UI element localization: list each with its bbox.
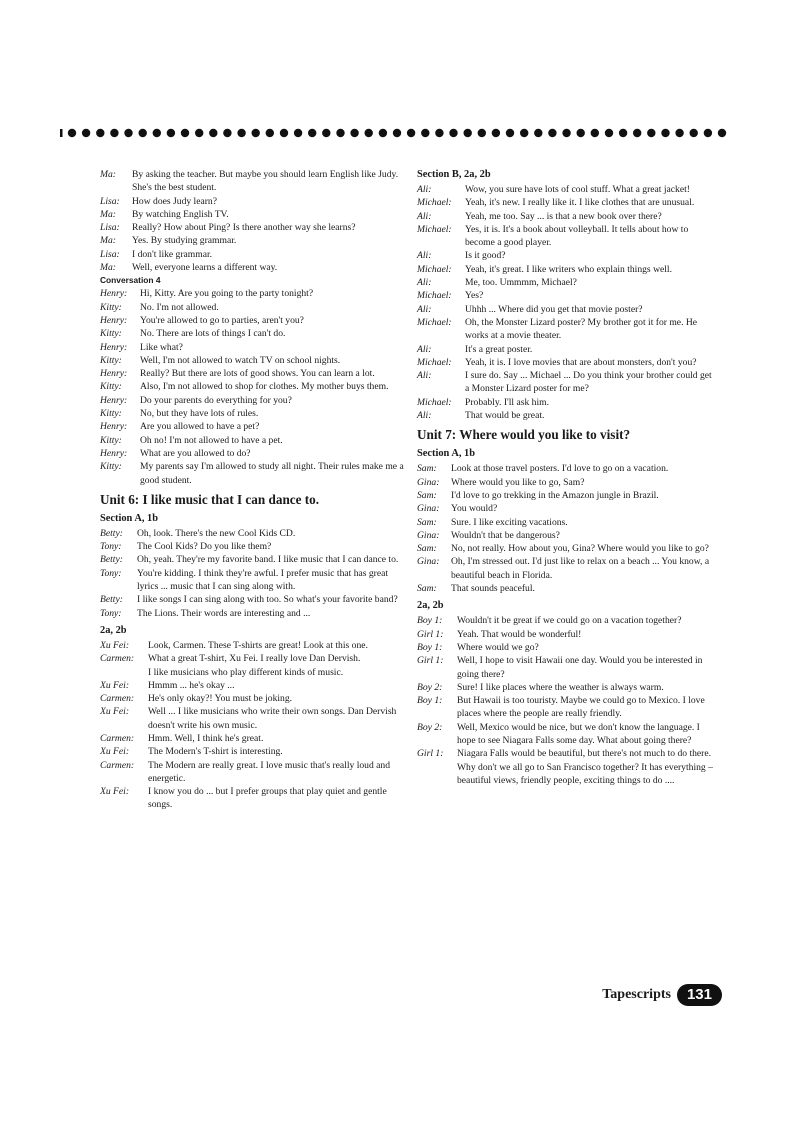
right-column <box>417 168 717 787</box>
decorative-dot <box>336 129 344 137</box>
dialogue-line <box>100 407 405 420</box>
decorative-dot <box>266 129 274 137</box>
decorative-dot <box>365 129 373 137</box>
dialogue-line <box>417 476 717 489</box>
dialogue-line <box>100 447 405 460</box>
speaker: Ali: <box>417 410 432 422</box>
decorative-dot <box>153 129 161 137</box>
line-text: Yeah, me too. Say ... is that a new book over there? <box>465 210 662 222</box>
speaker: Xu Fei: <box>100 706 130 718</box>
intro-dialogue <box>100 168 405 274</box>
speaker: Boy 1: <box>417 615 443 627</box>
dialogue-line <box>417 555 717 582</box>
dialogue-line <box>100 380 405 393</box>
speaker: Carmen: <box>100 759 135 771</box>
decorative-dot <box>605 129 613 137</box>
decorative-dot <box>110 129 118 137</box>
decorative-dot <box>252 129 260 137</box>
speaker: Sam: <box>417 516 437 528</box>
page-number-badge: 131 <box>677 984 722 1006</box>
dialogue-line <box>100 553 405 566</box>
line-text: I don't like grammar. <box>132 248 213 260</box>
dot-row-start-mark <box>60 129 63 137</box>
decorative-dot <box>421 129 429 137</box>
dialogue-line <box>100 745 405 758</box>
line-text: You would? <box>451 503 498 515</box>
line-text: The Cool Kids? Do you like them? <box>137 541 272 553</box>
line-text: He's only okay?! You must be joking. <box>148 693 293 705</box>
dialogue-line <box>417 529 717 542</box>
line-text: I sure do. Say ... Michael ... Do you think your brother could get a Monster Lizard poster for me? <box>465 370 712 395</box>
speaker: Ma: <box>100 235 116 247</box>
decorative-dot <box>435 129 443 137</box>
speaker: Boy 1: <box>417 641 443 653</box>
decorative-dot <box>195 129 203 137</box>
speaker: Xu Fei: <box>100 679 130 691</box>
line-text: Yeah, it's new. I really like it. I like clothes that are unusual. <box>465 197 695 209</box>
speaker <box>100 666 148 679</box>
speaker: Betty: <box>100 527 123 539</box>
dialogue-line <box>100 208 405 221</box>
dialogue-line <box>417 396 717 409</box>
line-text: Wouldn't that be dangerous? <box>451 529 560 541</box>
dialogue-line <box>100 692 405 705</box>
speaker: Ali: <box>417 277 432 289</box>
dialogue-line <box>100 341 405 354</box>
speaker: Ali: <box>417 184 432 195</box>
speaker: Gina: <box>417 503 440 515</box>
line-text: Hi, Kitty. Are you going to the party tonight? <box>140 288 314 300</box>
decorative-dot <box>167 129 175 137</box>
speaker: Lisa: <box>100 195 120 207</box>
dialogue-line <box>417 721 717 748</box>
line-text: Really? But there are lots of good shows. You can learn a lot. <box>140 368 375 380</box>
speaker: Ma: <box>100 262 116 274</box>
dialogue-line <box>417 654 717 681</box>
dialogue-line <box>417 489 717 502</box>
dialogue-line <box>100 314 405 327</box>
speaker: Xu Fei: <box>100 786 130 798</box>
speaker: Henry: <box>100 288 128 300</box>
decorative-dot <box>534 129 542 137</box>
decorative-dot <box>464 129 472 137</box>
line-text: Oh, I'm stressed out. I'd just like to relax on a beach ... You know, a beautiful beach in Florida. <box>451 556 710 581</box>
dialogue-line <box>100 434 405 447</box>
speaker: Kitty: <box>100 301 122 313</box>
speaker: Michael: <box>417 396 452 408</box>
line-text: By asking the teacher. But maybe you should learn English like Judy. She's the best student. <box>132 169 399 194</box>
decorative-dot <box>690 129 698 137</box>
dialogue-line <box>100 607 405 620</box>
conversation-heading: Conversation 4 <box>100 275 161 286</box>
line-text: Where would you like to go, Sam? <box>451 476 585 488</box>
section-b-dialogue <box>417 183 717 422</box>
speaker: Lisa: <box>100 248 120 260</box>
section-a-1b-dialogue <box>417 462 717 595</box>
decorative-dot <box>124 129 132 137</box>
dialogue-line <box>100 759 405 786</box>
decorative-dot <box>96 129 104 137</box>
line-text: Well ... I like musicians who write their own songs. Dan Dervish doesn't write his own music. <box>148 706 397 731</box>
decorative-dot <box>591 129 599 137</box>
line-text: The Modern are really great. I love music that's really loud and energetic. <box>148 759 391 784</box>
speaker: Betty: <box>100 594 123 606</box>
speaker: Ali: <box>417 303 432 315</box>
decorative-dot <box>478 129 486 137</box>
dialogue-line <box>417 681 717 694</box>
speaker: Michael: <box>417 263 452 275</box>
line-text: Are you allowed to have a pet? <box>140 421 260 433</box>
line-text: I'd love to go trekking in the Amazon jungle in Brazil. <box>451 489 659 501</box>
speaker: Tony: <box>100 567 122 579</box>
line-text: Like what? <box>140 341 183 353</box>
section-2a-2b-dialogue <box>417 614 717 787</box>
speaker: Boy 2: <box>417 721 443 733</box>
decorative-dot <box>548 129 556 137</box>
dialogue-line <box>417 694 717 721</box>
speaker: Ali: <box>417 210 432 222</box>
speaker: Boy 1: <box>417 695 443 707</box>
line-text: Yes? <box>465 290 484 302</box>
line-text: My parents say I'm allowed to study all night. Their rules make me a good student. <box>140 461 404 486</box>
line-text: Well, everyone learns a different way. <box>132 262 278 274</box>
line-text: Wow, you sure have lots of cool stuff. What a great jacket! <box>465 184 690 195</box>
decorative-dot <box>704 129 712 137</box>
speaker: Henry: <box>100 341 128 353</box>
speaker: Girl 1: <box>417 655 444 667</box>
dialogue-line <box>100 732 405 745</box>
decorative-dot <box>308 129 316 137</box>
decorative-dot <box>633 129 641 137</box>
dialogue-line <box>417 582 717 595</box>
speaker: Girl 1: <box>417 748 444 760</box>
dialogue-line <box>417 542 717 555</box>
dialogue-line <box>100 540 405 553</box>
decorative-dot <box>322 129 330 137</box>
line-text: Well, I'm not allowed to watch TV on school nights. <box>140 354 341 366</box>
speaker: Ma: <box>100 169 116 180</box>
dialogue-line <box>417 462 717 475</box>
dialogue-line <box>417 289 717 302</box>
dialogue-line <box>417 516 717 529</box>
line-text: Yes, it is. It's a book about volleyball. It tells about how to become a good player. <box>465 223 689 249</box>
dialogue-line <box>417 249 717 262</box>
dialogue-line <box>100 666 405 679</box>
line-text: Oh, look. There's the new Cool Kids CD. <box>137 527 296 539</box>
line-text: Well, Mexico would be nice, but we don't know the language. I hope to see Niagara Falls some day. What about going there? <box>457 721 700 746</box>
speaker: Henry: <box>100 421 128 433</box>
speaker: Boy 2: <box>417 681 443 693</box>
line-text: You're kidding. I think they're awful. I prefer music that has great lyrics ... music that I can sing along with. <box>137 567 389 593</box>
line-text: Is it good? <box>465 250 506 262</box>
line-text: Uhhh ... Where did you get that movie poster? <box>465 303 643 315</box>
dialogue-line <box>100 195 405 208</box>
dialogue-line <box>417 303 717 316</box>
decorative-dot <box>718 129 726 137</box>
decorative-dot <box>393 129 401 137</box>
dialogue-line <box>417 641 717 654</box>
dialogue-line <box>417 343 717 356</box>
speaker: Xu Fei: <box>100 746 130 758</box>
speaker: Sam: <box>417 463 437 475</box>
speaker: Ali: <box>417 250 432 262</box>
speaker: Henry: <box>100 447 128 459</box>
dialogue-line <box>417 223 717 250</box>
dialogue-line <box>100 639 405 652</box>
dialogue-line <box>100 248 405 261</box>
decorative-dot <box>237 129 245 137</box>
dialogue-line <box>417 369 717 396</box>
speaker: Xu Fei: <box>100 639 130 651</box>
line-text: Sure! I like places where the weather is always warm. <box>457 681 664 693</box>
speaker: Ali: <box>417 370 432 382</box>
speaker: Kitty: <box>100 328 122 340</box>
line-text: Oh, the Monster Lizard poster? My brother got it for me. He works at a movie theater. <box>465 316 698 342</box>
section-2a-2b-title: 2a, 2b <box>417 600 444 612</box>
dialogue-line <box>417 409 717 422</box>
dialogue-line <box>417 210 717 223</box>
line-text: By watching English TV. <box>132 208 229 220</box>
speaker: Tony: <box>100 541 122 553</box>
line-text: No. I'm not allowed. <box>140 301 219 313</box>
line-text: Yeah. That would be wonderful! <box>457 628 582 640</box>
speaker: Tony: <box>100 607 122 619</box>
decorative-dot <box>675 129 683 137</box>
decorative-dot <box>562 129 570 137</box>
line-text: You're allowed to go to parties, aren't you? <box>140 314 304 326</box>
speaker: Kitty: <box>100 408 122 420</box>
decorative-dot <box>520 129 528 137</box>
decorative-dot <box>577 129 585 137</box>
decorative-dot <box>379 129 387 137</box>
speaker: Henry: <box>100 368 128 380</box>
line-text: Yes. By studying grammar. <box>132 235 237 247</box>
speaker: Sam: <box>417 583 437 595</box>
speaker: Gina: <box>417 476 440 488</box>
speaker: Henry: <box>100 314 128 326</box>
decorative-dot <box>619 129 627 137</box>
speaker: Sam: <box>417 489 437 501</box>
line-text: Wouldn't it be great if we could go on a vacation together? <box>457 615 682 627</box>
speaker: Michael: <box>417 223 452 235</box>
line-text: I like songs I can sing along with too. So what's your favorite band? <box>137 594 398 606</box>
decorative-dot <box>647 129 655 137</box>
speaker: Sam: <box>417 543 437 555</box>
line-text: Oh no! I'm not allowed to have a pet. <box>140 434 283 446</box>
dialogue-line <box>417 276 717 289</box>
speaker: Gina: <box>417 556 440 568</box>
dialogue-line <box>100 652 405 665</box>
line-text: Yeah, it's great. I like writers who explain things well. <box>465 263 672 275</box>
line-text: Also, I'm not allowed to shop for clothes. My mother buys them. <box>140 381 389 393</box>
decorative-dot <box>449 129 457 137</box>
decorative-dot <box>82 129 90 137</box>
speaker: Carmen: <box>100 693 135 705</box>
dialogue-line <box>417 316 717 343</box>
left-column <box>100 168 405 812</box>
conversation-4-dialogue <box>100 287 405 486</box>
dialogue-line <box>100 460 405 487</box>
decorative-dot <box>181 129 189 137</box>
line-text: But Hawaii is too touristy. Maybe we could go to Mexico. I love places where the people are really friendly. <box>457 695 705 720</box>
dialogue-line <box>100 679 405 692</box>
unit-7-title: Unit 7: Where would you like to visit? <box>417 427 631 443</box>
dialogue-line <box>100 234 405 247</box>
dialogue-line <box>417 747 717 787</box>
line-text: Oh, yeah. They're my favorite band. I like music that I can dance to. <box>137 554 399 566</box>
dialogue-line <box>100 567 405 594</box>
speaker: Ali: <box>417 343 432 355</box>
dialogue-line <box>417 502 717 515</box>
section-a-1b-title: Section A, 1b <box>417 448 476 460</box>
dialogue-line <box>100 420 405 433</box>
line-text: No, not really. How about you, Gina? Where would you like to go? <box>451 543 709 555</box>
dialogue-line <box>417 263 717 276</box>
speaker: Carmen: <box>100 653 135 665</box>
section-2a-2b-title: 2a, 2b <box>100 624 127 636</box>
decorative-dot <box>223 129 231 137</box>
section-b-title: Section B, 2a, 2b <box>417 169 491 180</box>
line-text: What a great T-shirt, Xu Fei. I really love Dan Dervish. <box>148 653 361 665</box>
footer-label: Tapescripts <box>602 987 671 1002</box>
speaker: Carmen: <box>100 732 135 744</box>
speaker: Girl 1: <box>417 628 444 640</box>
line-text: Probably. I'll ask him. <box>465 396 549 408</box>
decorative-dot <box>350 129 358 137</box>
speaker: Kitty: <box>100 434 122 446</box>
dialogue-line <box>100 394 405 407</box>
line-text: Yeah, it is. I love movies that are about monsters, don't you? <box>465 356 697 368</box>
section-2a-2b-dialogue <box>100 639 405 812</box>
dialogue-line <box>100 705 405 732</box>
decorative-dot <box>209 129 217 137</box>
decorative-dot <box>139 129 147 137</box>
line-text: I know you do ... but I prefer groups that play quiet and gentle songs. <box>148 786 387 811</box>
line-text: Where would we go? <box>457 641 539 653</box>
dialogue-line <box>100 527 405 540</box>
line-text: The Lions. Their words are interesting and ... <box>137 607 311 619</box>
speaker: Henry: <box>100 394 128 406</box>
decorative-dot-border <box>58 126 728 140</box>
line-text: How does Judy learn? <box>132 195 217 207</box>
dialogue-line <box>100 287 405 300</box>
dialogue-line <box>100 367 405 380</box>
line-text: That sounds peaceful. <box>451 583 535 595</box>
dialogue-line <box>100 593 405 606</box>
speaker: Kitty: <box>100 381 122 393</box>
speaker: Michael: <box>417 316 452 328</box>
decorative-dot <box>492 129 500 137</box>
speaker: Michael: <box>417 290 452 302</box>
line-text: Hmmm ... he's okay ... <box>148 679 235 691</box>
dialogue-line <box>100 354 405 367</box>
speaker: Betty: <box>100 554 123 566</box>
line-text: Do your parents do everything for you? <box>140 394 292 406</box>
line-text: I like musicians who play different kinds of music. <box>148 666 344 678</box>
dot-row <box>58 126 728 140</box>
dialogue-line <box>100 261 405 274</box>
speaker: Kitty: <box>100 354 122 366</box>
line-text: Sure. I like exciting vacations. <box>451 516 568 528</box>
line-text: No. There are lots of things I can't do. <box>140 328 286 340</box>
speaker: Michael: <box>417 356 452 368</box>
line-text: It's a great poster. <box>465 343 533 355</box>
dialogue-line <box>417 614 717 627</box>
dialogue-line <box>417 183 717 196</box>
line-text: Hmm. Well, I think he's great. <box>148 732 264 744</box>
section-a-1b-dialogue <box>100 527 405 620</box>
line-text: Look at those travel posters. I'd love to go on a vacation. <box>451 463 669 475</box>
line-text: Niagara Falls would be beautiful, but there's not much to do there. Why don't we all go to San Francisco together? It has everything – beautiful views, friendly people, exciting things to do .... <box>457 748 713 786</box>
speaker: Michael: <box>417 197 452 209</box>
page-footer <box>602 984 722 1006</box>
decorative-dot <box>280 129 288 137</box>
speaker: Ma: <box>100 208 116 220</box>
line-text: Well, I hope to visit Hawaii one day. Would you be interested in going there? <box>457 655 703 680</box>
speaker: Gina: <box>417 529 440 541</box>
speaker: Lisa: <box>100 222 120 234</box>
line-text: Me, too. Ummmm, Michael? <box>465 277 577 289</box>
dialogue-line <box>417 196 717 209</box>
decorative-dot <box>661 129 669 137</box>
dialogue-line <box>417 356 717 369</box>
line-text: That would be great. <box>465 410 545 422</box>
dialogue-line <box>100 785 405 812</box>
line-text: Look, Carmen. These T-shirts are great! Look at this one. <box>148 639 368 651</box>
dialogue-line <box>417 628 717 641</box>
dialogue-line <box>100 168 405 195</box>
decorative-dot <box>294 129 302 137</box>
line-text: The Modern's T-shirt is interesting. <box>148 746 283 758</box>
section-a-1b-title: Section A, 1b <box>100 512 159 524</box>
unit-6-title: Unit 6: I like music that I can dance to. <box>100 491 320 507</box>
decorative-dot <box>68 129 76 137</box>
decorative-dot <box>407 129 415 137</box>
speaker: Kitty: <box>100 461 122 473</box>
line-text: No, but they have lots of rules. <box>140 408 259 420</box>
line-text: Really? How about Ping? Is there another way she learns? <box>132 222 356 234</box>
dialogue-line <box>100 221 405 234</box>
line-text: What are you allowed to do? <box>140 447 251 459</box>
decorative-dot <box>506 129 514 137</box>
dialogue-line <box>100 301 405 314</box>
dialogue-line <box>100 327 405 340</box>
